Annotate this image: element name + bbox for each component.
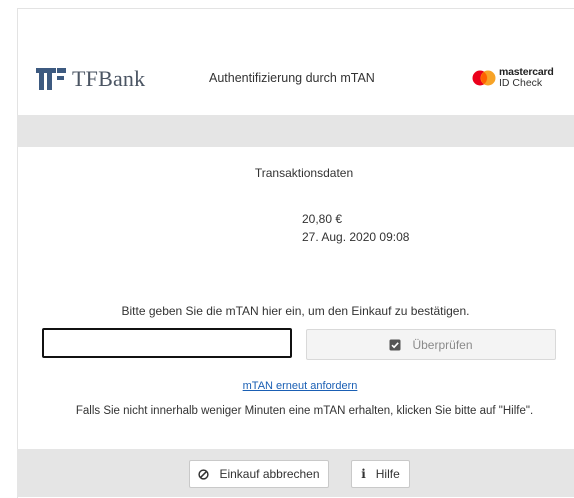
mastercard-wordmark: mastercard [499, 66, 554, 78]
page-title: Authentifizierung durch mTAN [209, 71, 375, 85]
cancel-purchase-button[interactable] [189, 460, 329, 488]
check-square-icon [389, 339, 401, 351]
help-text: Falls Sie nicht innerhalb weniger Minuten eine mTAN erhalten, klicken Sie bitte auf "Hilfe". [75, 405, 534, 417]
mtan-input[interactable] [42, 328, 292, 358]
tx-value: 27. Aug. 2020 09:08 [302, 230, 410, 244]
resend-link-wrap [0, 376, 574, 394]
help-button-label: Hilfe [375, 467, 400, 481]
bank-name: TFBank [72, 66, 146, 91]
bank-logo [36, 66, 145, 92]
check-button-label: Überprüfen [412, 337, 473, 352]
help-button[interactable] [351, 460, 410, 488]
mastercard-id-check-logo [472, 67, 554, 89]
cancel-purchase-label: Einkauf abbrechen [219, 467, 320, 481]
header-divider-bar [17, 115, 574, 147]
id-check-label: ID Check [499, 77, 543, 89]
mastercard-circles-icon [472, 70, 496, 86]
info-icon: i [361, 467, 366, 481]
ban-icon [198, 469, 209, 480]
tfbank-mark-icon [36, 68, 66, 90]
transaction-title: Transaktionsdaten [254, 166, 354, 180]
resend-mtan-link[interactable]: mTAN erneut anfordern [242, 380, 358, 392]
check-button[interactable] [306, 329, 556, 360]
mtan-instruction: Bitte geben Sie die mTAN hier ein, um den Einkauf zu bestätigen. [121, 304, 470, 318]
tx-value: 20,80 € [302, 212, 343, 226]
